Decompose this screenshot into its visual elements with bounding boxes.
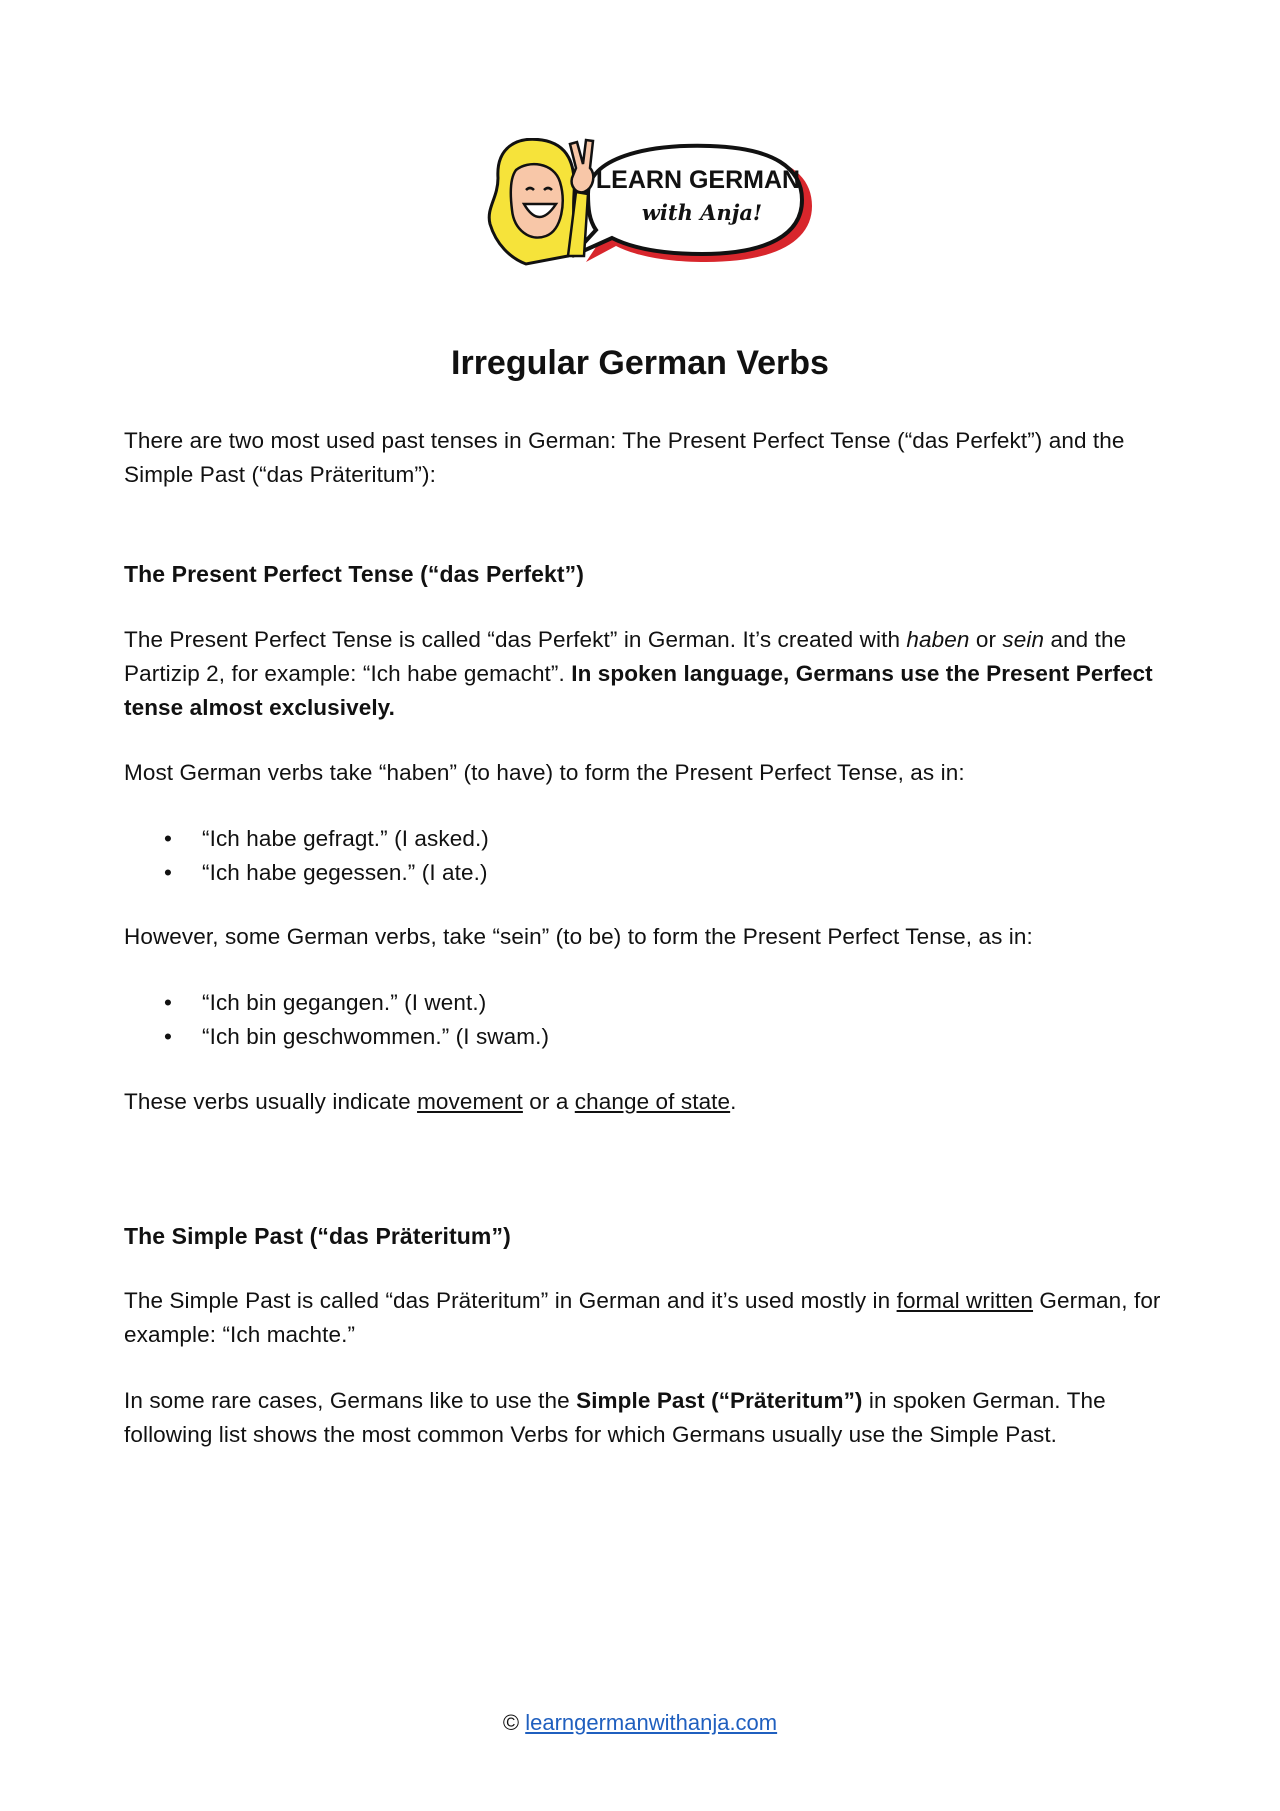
underlined-formal-written: formal written [896, 1288, 1034, 1313]
website-link[interactable]: learngermanwithanja.com [525, 1710, 778, 1735]
copyright-symbol: © [502, 1710, 520, 1735]
list-item: • “Ich habe gefragt.” (I asked.) [124, 822, 1164, 856]
text-run: . [730, 1089, 737, 1114]
page-footer [0, 1710, 1280, 1736]
praeteritum-paragraph-1 [124, 1284, 1164, 1352]
text-run: or [969, 627, 1003, 652]
sein-examples-list [124, 986, 1164, 1054]
text-run: In some rare cases, Germans like to use the [124, 1388, 577, 1413]
bold-statement: In spoken language, Germans use the Present Perfect tense almost exclusively. [124, 661, 1153, 720]
page-title: Irregular German Verbs [451, 344, 829, 382]
list-item: • “Ich bin gegangen.” (I went.) [124, 986, 1164, 1020]
logo-text-line1: LEARN GERMAN [595, 166, 801, 194]
text-run: These verbs usually indicate [124, 1089, 418, 1114]
underlined-movement: movement [417, 1089, 523, 1114]
perfekt-paragraph-3: However, some German verbs, take “sein” (to be) to form the Present Perfect Tense, as in: [124, 924, 1033, 949]
section-heading-praeteritum: The Simple Past (“das Präteritum”) [124, 1223, 511, 1249]
underlined-change-of-state: change of state [574, 1089, 731, 1114]
haben-examples-list [124, 822, 1164, 890]
list-item: • “Ich bin geschwommen.” (I swam.) [124, 1020, 1164, 1054]
section-heading-perfekt: The Present Perfect Tense (“das Perfekt”) [124, 561, 585, 587]
text-run: and the Partizip 2, for example: “Ich habe gemacht”. [124, 627, 1127, 686]
intro-paragraph: There are two most used past tenses in German: The Present Perfect Tense (“das Perfekt”) and the Simple Past (“das Präteritum”): [124, 428, 1125, 487]
learn-german-with-anja-logo [476, 138, 816, 266]
perfekt-paragraph-4 [124, 1085, 1164, 1119]
perfekt-paragraph-2: Most German verbs take “haben” (to have) to form the Present Perfect Tense, as in: [124, 760, 965, 785]
logo-text-line2: with Anja! [641, 200, 763, 225]
list-item: • “Ich habe gegessen.” (I ate.) [124, 856, 1164, 890]
perfekt-paragraph-1 [124, 623, 1164, 725]
text-run: German, for example: “Ich machte.” [124, 1288, 1161, 1347]
praeteritum-paragraph-2 [124, 1384, 1164, 1452]
text-run: The Present Perfect Tense is called “das Perfekt” in German. It’s created with [124, 627, 907, 652]
text-run: The Simple Past is called “das Präteritum” in German and it’s used mostly in [124, 1288, 897, 1313]
italic-haben: haben [906, 627, 970, 652]
italic-sein: sein [1002, 627, 1045, 652]
text-run: or a [522, 1089, 575, 1114]
text-run: in spoken German. The following list shows the most common Verbs for which Germans usually use the Simple Past. [124, 1388, 1106, 1447]
bold-simple-past: Simple Past (“Präteritum”) [576, 1388, 863, 1413]
